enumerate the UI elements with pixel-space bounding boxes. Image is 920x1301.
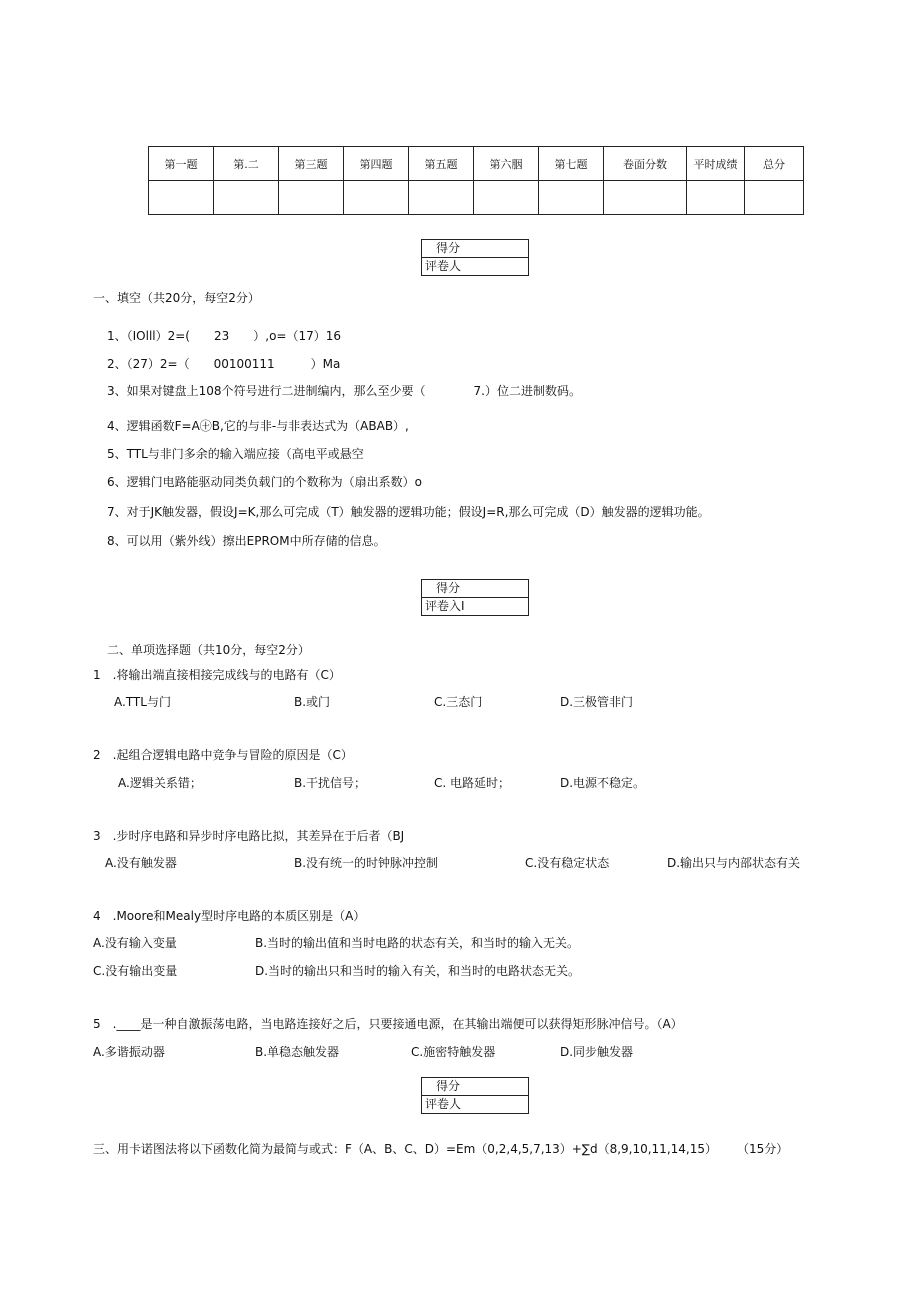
header-q2: 第.二 <box>214 147 279 181</box>
score-table <box>148 146 804 215</box>
score-cell[interactable] <box>687 181 745 215</box>
mc-q4-option-d: D.当时的输出只和当时的输入有关，和当时的电路状态无关。 <box>255 964 581 978</box>
section3-title: 三、用卡诺图法将以下函数化简为最简与或式：F（A、B、C、D）=Em（0,2,4,5,7,13）+∑d（8,9,10,11,14,15） <box>93 1142 717 1156</box>
score-cell[interactable] <box>214 181 279 215</box>
mc-q4-option-a: A.没有输入变量 <box>93 936 177 950</box>
header-regular-score: 平时成绩 <box>687 147 745 181</box>
mc-q3-option-d: D.输出只与内部状态有关 <box>667 856 801 870</box>
grade-box-grader-label: 评卷人 <box>422 1095 528 1113</box>
grade-box-score-label: 得分 <box>436 1079 461 1093</box>
score-table-value-row <box>149 181 804 215</box>
mc-q3-option-c: C.没有稳定状态 <box>525 856 610 870</box>
mc-q1-stem: 1 .将输出端直接相接完成线与的电路有（C） <box>93 668 341 682</box>
mc-q5-option-a: A.多谐振动器 <box>93 1045 165 1059</box>
grade-box-1 <box>421 239 529 276</box>
score-cell[interactable] <box>344 181 409 215</box>
mc-q1-option-b: B.或门 <box>294 695 331 709</box>
mc-q4-stem: 4 .Moore和Mealy型时序电路的本质区别是（A） <box>93 909 366 923</box>
score-cell[interactable] <box>745 181 804 215</box>
mc-q1-option-d: D.三极管非门 <box>560 695 634 709</box>
mc-q4-option-c: C.没有输出变量 <box>93 964 178 978</box>
grade-box-score-label: 得分 <box>436 241 461 255</box>
mc-q2-option-d: D.电源不稳定。 <box>560 776 646 790</box>
header-total: 总分 <box>745 147 804 181</box>
mc-q5-option-d: D.同步触发器 <box>560 1045 634 1059</box>
fill-item-3: 3、如果对键盘上108个符号进行二进制编内，那么至少要（ 7.）位二进制数码。 <box>107 384 581 398</box>
mc-q5-option-b: B.单稳态触发器 <box>255 1045 340 1059</box>
grade-box-grader-label: 评卷入I <box>422 597 528 615</box>
header-q5: 第五题 <box>409 147 474 181</box>
mc-q2-option-a: A.逻辑关系错； <box>118 776 202 790</box>
section1-title: 一、填空（共20分，每空2分） <box>93 291 260 305</box>
score-cell[interactable] <box>539 181 604 215</box>
section3-points: （15分） <box>737 1142 789 1156</box>
score-cell[interactable] <box>279 181 344 215</box>
header-q4: 第四题 <box>344 147 409 181</box>
grade-box-score-label: 得分 <box>436 581 461 595</box>
mc-q4-option-b: B.当时的输出值和当时电路的状态有关，和当时的输入无关。 <box>255 936 580 950</box>
mc-q3-stem: 3 .步时序电路和异步时序电路比拟，其差异在于后者（BJ <box>93 829 405 843</box>
fill-item-2: 2、（27）2=（ 00100111 ）Ma <box>107 357 341 371</box>
score-table-header-row <box>149 147 804 181</box>
fill-item-4: 4、逻辑函数F=A㊉B,它的与非-与非表达式为（ABAB）, <box>107 419 409 433</box>
header-q7: 第七题 <box>539 147 604 181</box>
mc-q2-option-b: B.干扰信号； <box>294 776 367 790</box>
score-cell[interactable] <box>474 181 539 215</box>
fill-item-5: 5、TTL与非门多余的输入端应接（高电平或悬空 <box>107 447 364 461</box>
header-q6: 第六胭 <box>474 147 539 181</box>
mc-q2-stem: 2 .起组合逻辑电路中竞争与冒险的原因是（C） <box>93 748 353 762</box>
fill-item-8: 8、可以用（紫外线）擦出EPROM中所存储的信息。 <box>107 534 386 548</box>
grade-box-grader-label: 评卷人 <box>422 257 528 275</box>
mc-q5-option-c: C.施密特触发器 <box>411 1045 496 1059</box>
mc-q1-option-c: C.三态门 <box>434 695 483 709</box>
grade-box-3 <box>421 1077 529 1114</box>
fill-item-7: 7、对于JK触发器，假设J=K,那么可完成（T）触发器的逻辑功能；假设J=R,那么可完成（D）触发器的逻辑功能。 <box>107 505 710 519</box>
section2-title: 二、单项选择题（共10分，每空2分） <box>107 643 310 657</box>
header-q1: 第一题 <box>149 147 214 181</box>
mc-q5-stem: 5 .____是一种自激振荡电路，当电路连接好之后，只要接通电源，在其输出端便可以获得矩形脉冲信号。（A） <box>93 1017 683 1031</box>
score-cell[interactable] <box>149 181 214 215</box>
header-paper-score: 卷面分数 <box>604 147 687 181</box>
score-cell[interactable] <box>604 181 687 215</box>
score-cell[interactable] <box>409 181 474 215</box>
mc-q3-option-a: A.没有触发器 <box>105 856 177 870</box>
mc-q1-option-a: A.TTL与门 <box>114 695 171 709</box>
header-q3: 第三题 <box>279 147 344 181</box>
mc-q2-option-c: C. 电路延时； <box>434 776 511 790</box>
fill-item-1: 1、（IOlll）2=( 23 ）,o=（17）16 <box>107 329 342 343</box>
fill-item-6: 6、逻辑门电路能驱动同类负载门的个数称为（扇出系数）o <box>107 475 422 489</box>
mc-q3-option-b: B.没有统一的时钟脉冲控制 <box>294 856 439 870</box>
grade-box-2 <box>421 579 529 616</box>
